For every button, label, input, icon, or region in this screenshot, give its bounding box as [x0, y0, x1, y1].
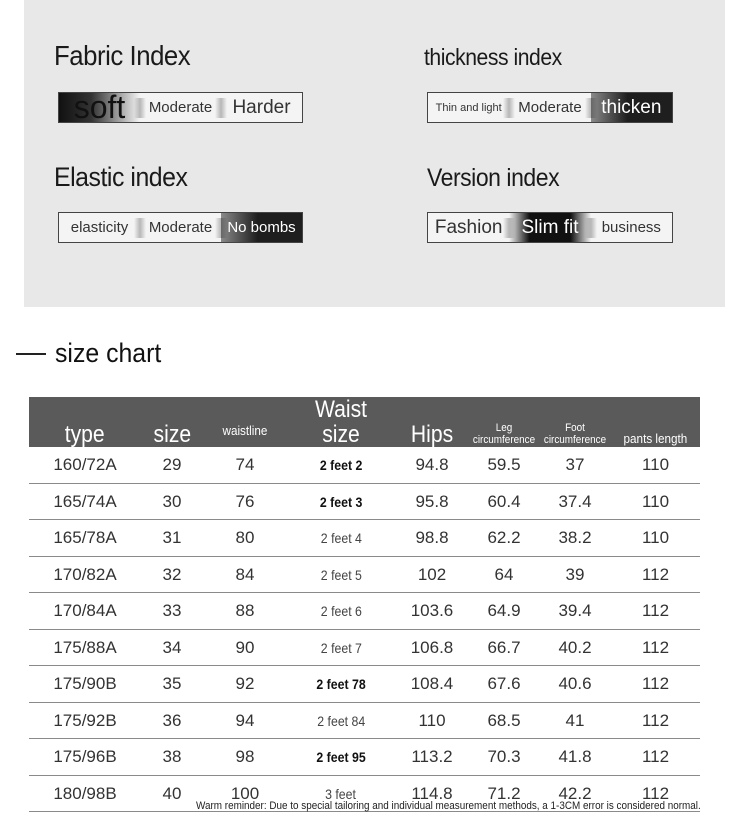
cell-waistline: 92 — [203, 666, 287, 703]
version-option-slim-fit: Slim fit — [509, 213, 590, 242]
cell-waistline: 74 — [203, 447, 287, 483]
size-chart-heading — [16, 338, 171, 369]
cell-waist-size: 2 feet 2 — [287, 447, 395, 483]
version-index-title: Version index — [427, 164, 560, 192]
elastic-option-elasticity: elasticity — [70, 219, 129, 236]
cell-waistline: 98 — [203, 739, 287, 776]
header-size: size — [141, 397, 203, 447]
cell-type: 165/74A — [29, 483, 141, 520]
cell-pants-length: 110 — [611, 483, 700, 520]
elastic-index-title: Elastic index — [54, 162, 188, 192]
cell-pants-length: 112 — [611, 593, 700, 630]
cell-foot-circumference: 37 — [539, 447, 611, 483]
cell-hips: 94.8 — [395, 447, 469, 483]
heading-dash — [16, 353, 46, 355]
cell-foot-circumference: 41 — [539, 702, 611, 739]
product-index-panel — [24, 0, 725, 307]
header-pants-length: pants length — [611, 397, 700, 447]
cell-leg-circumference: 62.2 — [469, 520, 539, 557]
header-waistline: waistline — [203, 397, 287, 447]
cell-waistline: 90 — [203, 629, 287, 666]
header-foot-circumference: Foot circumference — [539, 397, 611, 447]
cell-pants-length: 112 — [611, 629, 700, 666]
elastic-index-scale — [58, 212, 303, 243]
cell-waistline: 100 — [203, 775, 287, 812]
cell-leg-circumference: 60.4 — [469, 483, 539, 520]
cell-hips: 106.8 — [395, 629, 469, 666]
cell-leg-circumference: 66.7 — [469, 629, 539, 666]
size-chart-title: size chart — [55, 338, 162, 368]
table-row — [29, 520, 700, 557]
cell-type: 175/88A — [29, 629, 141, 666]
fabric-option-harder: Harder — [221, 93, 302, 122]
thickness-option-thin: Thin and light — [435, 101, 502, 114]
header-type: type — [29, 397, 141, 447]
cell-type: 175/90B — [29, 666, 141, 703]
fabric-option-moderate: Moderate — [140, 93, 221, 122]
table-row — [29, 666, 700, 703]
cell-foot-circumference: 41.8 — [539, 739, 611, 776]
elastic-option-no-bombs: No bombs — [221, 213, 302, 242]
table-row — [29, 483, 700, 520]
cell-waistline: 80 — [203, 520, 287, 557]
cell-waist-size: 2 feet 78 — [287, 666, 395, 703]
cell-type: 175/96B — [29, 739, 141, 776]
table-row — [29, 593, 700, 630]
cell-foot-circumference: 39 — [539, 556, 611, 593]
cell-pants-length: 112 — [611, 556, 700, 593]
cell-waistline: 84 — [203, 556, 287, 593]
cell-foot-circumference: 42.2 — [539, 775, 611, 812]
cell-size: 31 — [141, 520, 203, 557]
cell-size: 35 — [141, 666, 203, 703]
cell-leg-circumference: 64 — [469, 556, 539, 593]
warm-reminder: Warm reminder: Due to special tailoring and individual measurement methods, a 1-3CM error is considered normal. — [196, 800, 701, 812]
cell-type: 170/84A — [29, 593, 141, 630]
cell-pants-length: 110 — [611, 520, 700, 557]
cell-waistline: 88 — [203, 593, 287, 630]
size-chart-header-row — [29, 397, 700, 447]
thickness-option-thicken: thicken — [591, 93, 672, 122]
cell-hips: 103.6 — [395, 593, 469, 630]
cell-size: 32 — [141, 556, 203, 593]
cell-leg-circumference: 67.6 — [469, 666, 539, 703]
cell-foot-circumference: 39.4 — [539, 593, 611, 630]
version-option-fashion: Fashion — [434, 216, 503, 238]
cell-waist-size: 2 feet 84 — [287, 702, 395, 739]
header-waist-size: Waist size — [287, 397, 395, 447]
cell-size: 29 — [141, 447, 203, 483]
cell-type: 160/72A — [29, 447, 141, 483]
cell-waist-size: 2 feet 7 — [287, 629, 395, 666]
header-hips: Hips — [395, 397, 469, 447]
cell-size: 34 — [141, 629, 203, 666]
cell-hips: 102 — [395, 556, 469, 593]
cell-foot-circumference: 37.4 — [539, 483, 611, 520]
size-chart-table — [29, 397, 700, 812]
cell-pants-length: 112 — [611, 666, 700, 703]
cell-type: 175/92B — [29, 702, 141, 739]
thickness-index-title: thickness index — [424, 44, 562, 70]
cell-hips: 108.4 — [395, 666, 469, 703]
table-row — [29, 702, 700, 739]
elastic-option-moderate: Moderate — [140, 213, 221, 242]
cell-hips: 98.8 — [395, 520, 469, 557]
cell-hips: 95.8 — [395, 483, 469, 520]
cell-pants-length: 112 — [611, 739, 700, 776]
cell-type: 170/82A — [29, 556, 141, 593]
cell-pants-length: 112 — [611, 775, 700, 812]
cell-waist-size: 2 feet 5 — [287, 556, 395, 593]
cell-size: 40 — [141, 775, 203, 812]
fabric-option-soft: soft — [59, 93, 140, 122]
cell-waistline: 94 — [203, 702, 287, 739]
cell-foot-circumference: 38.2 — [539, 520, 611, 557]
cell-leg-circumference: 70.3 — [469, 739, 539, 776]
cell-foot-circumference: 40.2 — [539, 629, 611, 666]
cell-type: 165/78A — [29, 520, 141, 557]
cell-leg-circumference: 59.5 — [469, 447, 539, 483]
cell-foot-circumference: 40.6 — [539, 666, 611, 703]
thickness-option-moderate: Moderate — [509, 93, 590, 122]
fabric-index-title: Fabric Index — [54, 40, 191, 71]
table-row — [29, 556, 700, 593]
cell-type: 180/98B — [29, 775, 141, 812]
fabric-index-scale — [58, 89, 303, 125]
cell-size: 30 — [141, 483, 203, 520]
table-row — [29, 447, 700, 483]
cell-leg-circumference: 68.5 — [469, 702, 539, 739]
cell-waist-size: 2 feet 6 — [287, 593, 395, 630]
cell-waist-size: 2 feet 4 — [287, 520, 395, 557]
cell-waist-size: 2 feet 3 — [287, 483, 395, 520]
cell-size: 38 — [141, 739, 203, 776]
cell-pants-length: 110 — [611, 447, 700, 483]
cell-hips: 110 — [395, 702, 469, 739]
cell-size: 33 — [141, 593, 203, 630]
cell-hips: 113.2 — [395, 739, 469, 776]
thickness-index-scale — [427, 92, 673, 123]
version-option-business: business — [591, 213, 672, 242]
header-leg-circumference: Leg circumference — [469, 397, 539, 447]
cell-hips: 114.8 — [395, 775, 469, 812]
cell-leg-circumference: 71.2 — [469, 775, 539, 812]
table-row — [29, 629, 700, 666]
cell-waist-size: 2 feet 95 — [287, 739, 395, 776]
cell-size: 36 — [141, 702, 203, 739]
cell-waist-size: 3 feet — [287, 775, 395, 812]
cell-leg-circumference: 64.9 — [469, 593, 539, 630]
version-index-scale — [427, 212, 673, 243]
cell-waistline: 76 — [203, 483, 287, 520]
cell-pants-length: 112 — [611, 702, 700, 739]
table-row — [29, 739, 700, 776]
